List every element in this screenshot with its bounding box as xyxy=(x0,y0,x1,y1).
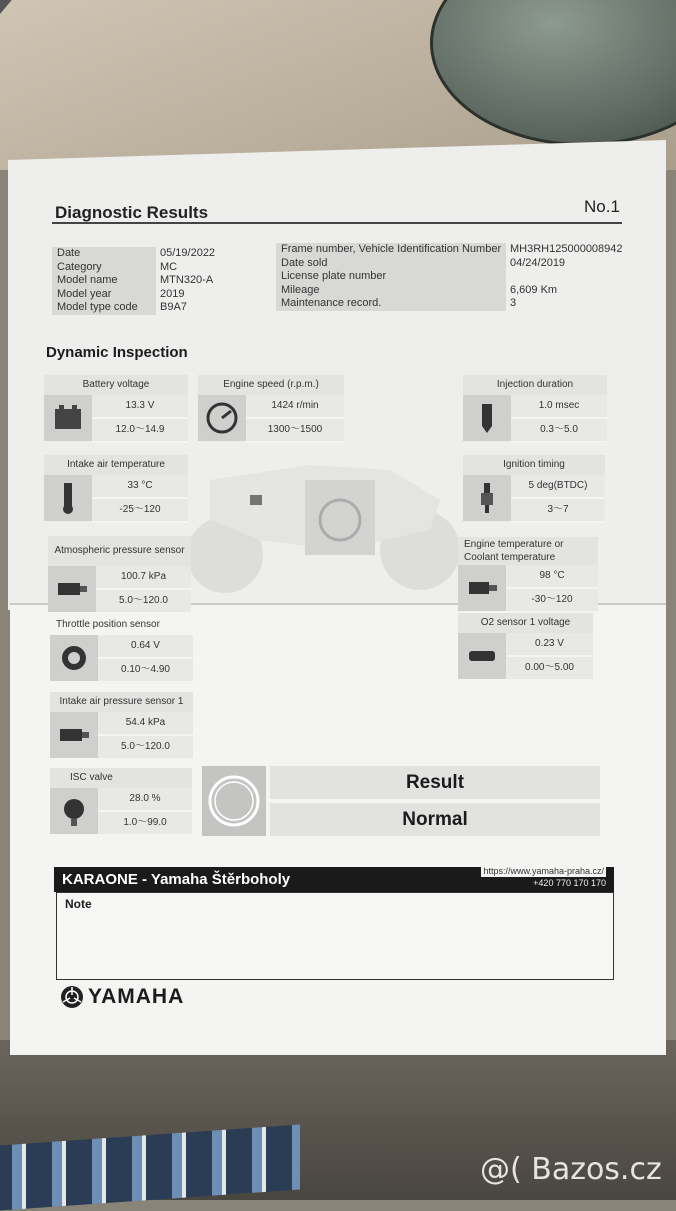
motorcycle-illustration xyxy=(190,440,460,600)
info-row-mileage: Mileage 6,609 Km xyxy=(276,284,621,298)
pressure-sensor-icon xyxy=(48,566,96,612)
info-row-model-year: Model year 2019 xyxy=(52,288,262,302)
dealer-url: https://www.yamaha-praha.cz/ xyxy=(483,866,604,876)
info-row-vin: Frame number, Vehicle Identification Number MH3RH125000008942 xyxy=(276,243,621,257)
card-o2-sensor: O2 sensor 1 voltage 0.23 V 0.00～5.00 xyxy=(458,613,593,681)
document-number: No.1 xyxy=(584,197,620,216)
info-row-date: Date 05/19/2022 xyxy=(52,247,262,261)
title-rule xyxy=(52,222,622,224)
info-row-model-name: Model name MTN320-A xyxy=(52,274,262,288)
card-throttle-position: Throttle position sensor 0.64 V 0.10～4.90 xyxy=(50,615,193,683)
result-label: Result xyxy=(270,766,600,799)
note-box xyxy=(56,892,614,980)
info-row-model-type-code: Model type code B9A7 xyxy=(52,301,262,315)
info-row-license-plate: License plate number xyxy=(276,270,621,284)
card-battery-voltage: Battery voltage 13.3 V 12.0～14.9 xyxy=(44,375,188,443)
document-title: Diagnostic Results xyxy=(55,203,209,222)
brand-name: YAMAHA xyxy=(88,985,185,1008)
card-intake-air-pressure: Intake air pressure sensor 1 54.4 kPa 5.0～120.0 xyxy=(50,692,193,760)
card-injection-duration: Injection duration 1.0 msec 0.3～5.0 xyxy=(463,375,607,443)
card-atmospheric-pressure: Atmospheric pressure sensor 100.7 kPa 5.0～120.0 xyxy=(48,536,191,614)
vehicle-info-right xyxy=(276,243,621,311)
dealer-name: KARAONE - Yamaha Štěrboholy xyxy=(62,871,291,888)
yamaha-logo xyxy=(60,985,184,1009)
card-ignition-timing: Ignition timing 5 deg(BTDC) 3～7 xyxy=(463,455,605,523)
result-value: Normal xyxy=(270,803,600,836)
card-engine-speed: Engine speed (r.p.m.) 1424 r/min 1300～1500 xyxy=(198,375,344,443)
tuning-fork-icon xyxy=(60,985,84,1009)
dealer-contact xyxy=(481,865,606,889)
isc-valve-icon xyxy=(50,788,98,834)
temperature-sensor-icon xyxy=(44,475,92,521)
note-label: Note xyxy=(65,897,92,911)
dealer-bar xyxy=(54,867,614,892)
vehicle-info-left xyxy=(52,247,262,315)
o2-sensor-icon xyxy=(458,633,506,679)
spark-plug-icon xyxy=(463,475,511,521)
info-row-date-sold: Date sold 04/24/2019 xyxy=(276,257,621,271)
map-sensor-icon xyxy=(50,712,98,758)
result-panel xyxy=(202,766,600,836)
injector-icon xyxy=(463,395,511,441)
card-isc-valve: ISC valve 28.0 % 1.0～99.0 xyxy=(50,768,192,836)
result-circle-icon xyxy=(202,766,266,836)
throttle-body-icon xyxy=(50,635,98,681)
info-row-category: Category MC xyxy=(52,261,262,275)
battery-icon xyxy=(44,395,92,441)
section-title: Dynamic Inspection xyxy=(46,344,188,361)
card-intake-air-temperature: Intake air temperature 33 °C -25～120 xyxy=(44,455,188,523)
info-row-maintenance: Maintenance record. 3 xyxy=(276,297,621,311)
card-engine-temperature: Engine temperature or Coolant temperature 98 °C -30～120 xyxy=(458,537,598,613)
dealer-phone: +420 770 170 170 xyxy=(533,878,606,888)
coolant-sensor-icon xyxy=(458,565,506,611)
tachometer-icon xyxy=(198,395,246,441)
bazos-watermark: @( Bazos.cz xyxy=(480,1152,662,1187)
